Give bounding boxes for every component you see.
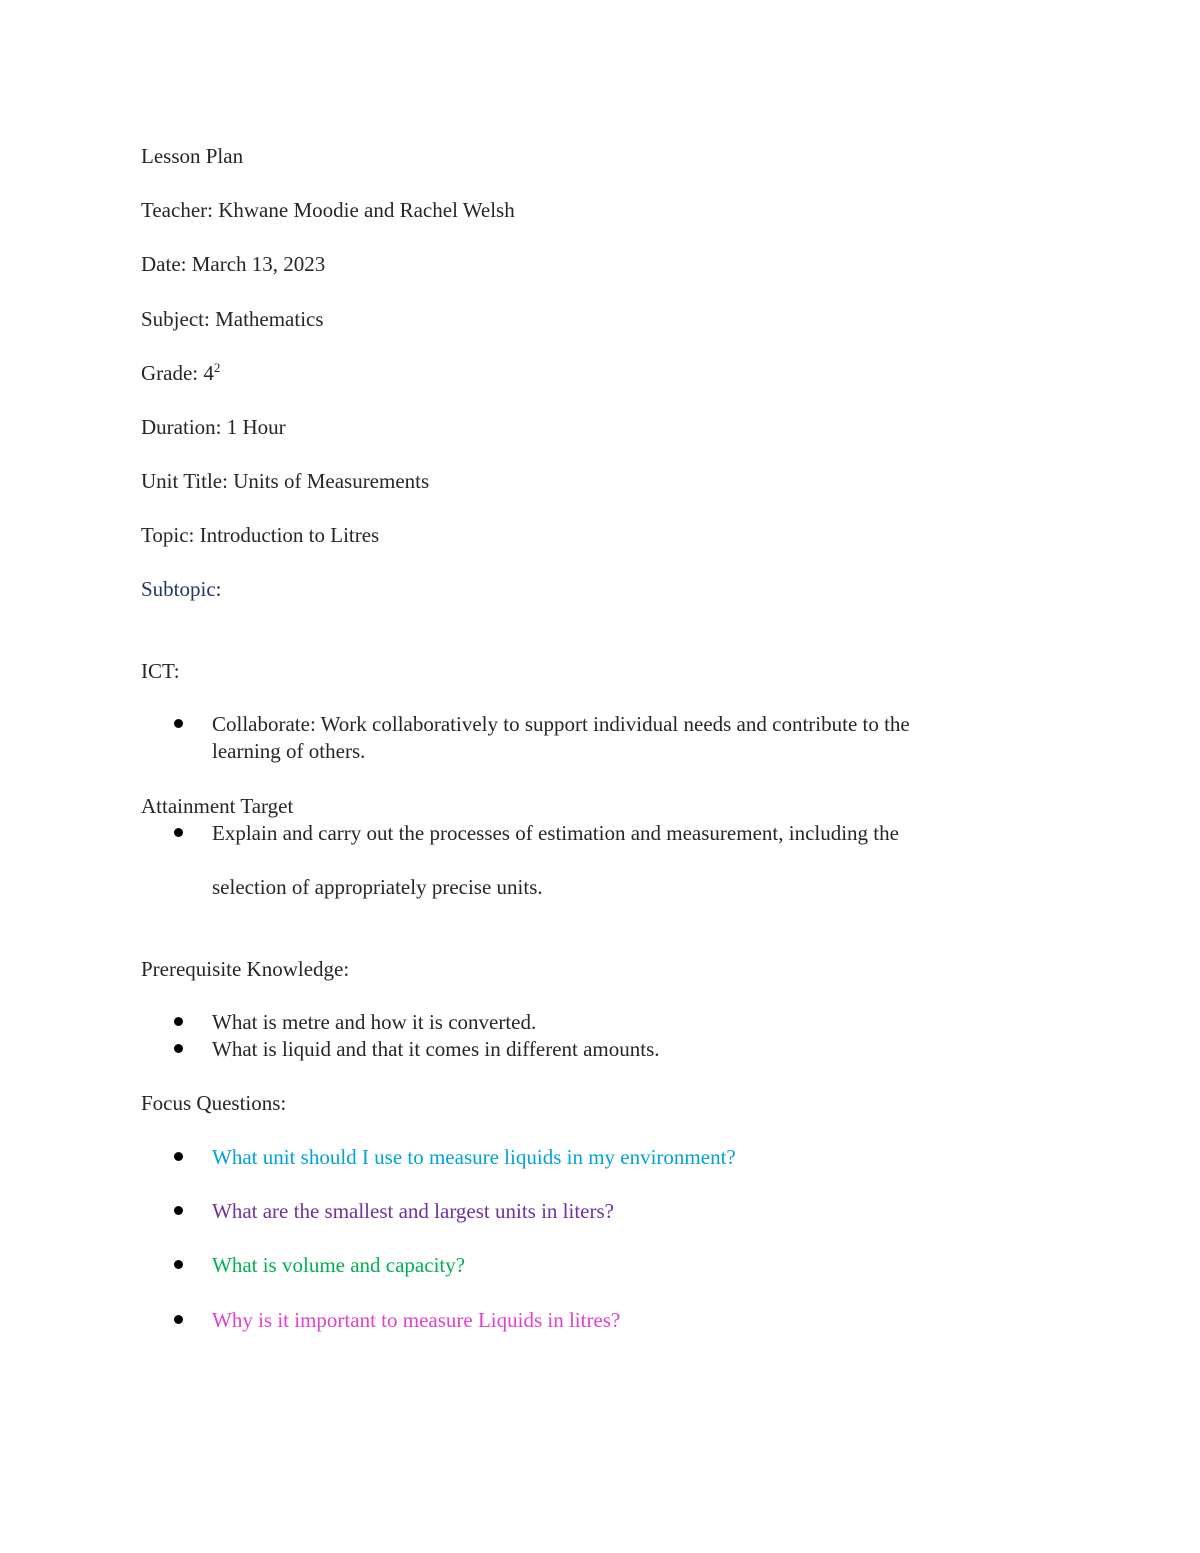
bullet-icon	[174, 1017, 183, 1026]
topic-line: Topic: Introduction to Litres	[141, 523, 380, 547]
unit-title-line: Unit Title: Units of Measurements	[141, 469, 430, 493]
bullet-icon	[174, 1206, 183, 1215]
page-title: Lesson Plan	[141, 144, 244, 168]
prerequisite-item: What is metre and how it is converted.	[212, 1010, 537, 1034]
focus-question: What is volume and capacity?	[212, 1253, 466, 1277]
duration-line: Duration: 1 Hour	[141, 415, 286, 439]
subtopic-colon: :	[215, 577, 222, 601]
bullet-icon	[174, 828, 183, 837]
prerequisite-heading: Prerequisite Knowledge:	[141, 957, 350, 981]
focus-heading: Focus Questions:	[141, 1091, 287, 1115]
teacher-line: Teacher: Khwane Moodie and Rachel Welsh	[141, 198, 515, 222]
focus-question: What are the smallest and largest units in liters?	[212, 1199, 614, 1223]
bullet-icon	[174, 719, 183, 728]
bullet-icon	[174, 1044, 183, 1053]
subtopic-line	[141, 576, 222, 603]
focus-question: Why is it important to measure Liquids in litres?	[212, 1308, 621, 1332]
bullet-icon	[174, 1315, 183, 1324]
attainment-heading: Attainment Target	[141, 794, 294, 818]
focus-question: What unit should I use to measure liquids in my environment?	[212, 1145, 736, 1169]
grade-superscript: 2	[213, 360, 221, 375]
subtopic-label: Subtopic	[141, 577, 216, 601]
grade-label: Grade: 4	[141, 361, 214, 385]
ict-item-line-2: learning of others.	[212, 739, 366, 763]
ict-item-line-1: Collaborate: Work collaboratively to support individual needs and contribute to the	[212, 712, 910, 736]
prerequisite-item: What is liquid and that it comes in different amounts.	[212, 1037, 660, 1061]
grade-line	[141, 360, 220, 387]
subject-line: Subject: Mathematics	[141, 307, 324, 331]
attainment-line-2: selection of appropriately precise units.	[212, 875, 543, 899]
attainment-line-1: Explain and carry out the processes of estimation and measurement, including the	[212, 821, 899, 845]
ict-heading: ICT:	[141, 659, 180, 683]
bullet-icon	[174, 1260, 183, 1269]
date-line: Date: March 13, 2023	[141, 252, 326, 276]
bullet-icon	[174, 1152, 183, 1161]
